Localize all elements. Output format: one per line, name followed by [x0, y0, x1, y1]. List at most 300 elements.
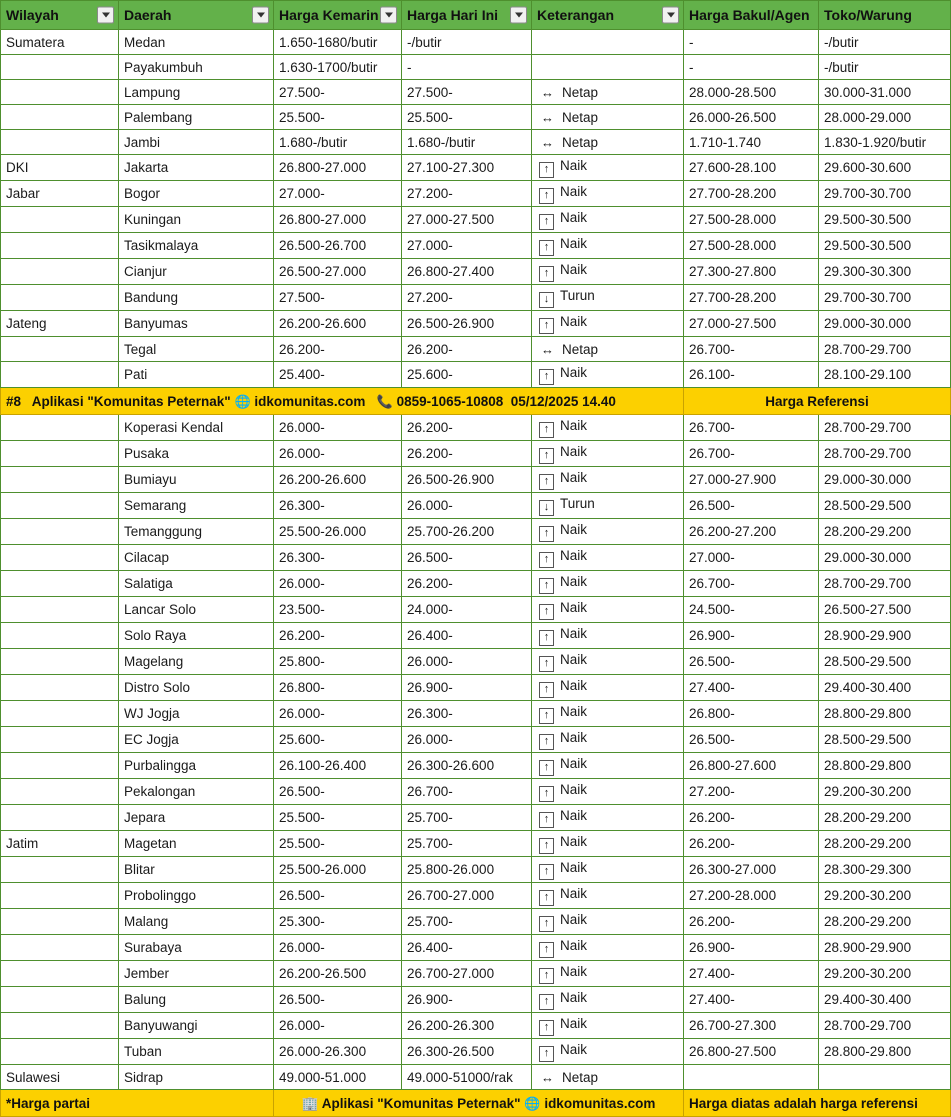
- table-row: [1, 1065, 951, 1090]
- cell-daerah: EC Jogja: [119, 727, 274, 753]
- keterangan-label: Naik: [560, 600, 588, 615]
- cell-harga-hari-ini: 27.000-: [402, 233, 532, 259]
- cell-daerah: Payakumbuh: [119, 55, 274, 80]
- footer-note: *Harga partai: [1, 1090, 274, 1117]
- cell-harga-hari-ini: 26.000-: [402, 727, 532, 753]
- cell-keterangan: [532, 130, 684, 155]
- cell-harga-bakul: 24.500-: [684, 597, 819, 623]
- timestamp: 05/12/2025 14.40: [510, 393, 616, 409]
- table-row: [1, 259, 951, 285]
- arrow-left-right-icon: ↔: [541, 84, 554, 100]
- arrow-up-icon: ↑: [539, 240, 554, 256]
- table-row: [1, 441, 951, 467]
- arrow-up-icon: ↑: [539, 916, 554, 932]
- cell-harga-hari-ini: 25.800-26.000: [402, 857, 532, 883]
- cell-harga-bakul: 27.200-: [684, 779, 819, 805]
- cell-wilayah: [1, 727, 119, 753]
- cell-harga-hari-ini: 26.500-26.900: [402, 311, 532, 337]
- cell-toko-warung: 29.200-30.200: [819, 961, 951, 987]
- cell-harga-bakul: 26.800-27.500: [684, 1039, 819, 1065]
- cell-harga-hari-ini: 26.300-: [402, 701, 532, 727]
- cell-toko-warung: 28.800-29.800: [819, 1039, 951, 1065]
- cell-toko-warung: 29.000-30.000: [819, 311, 951, 337]
- footer-row: [1, 1090, 951, 1117]
- cell-daerah: Temanggung: [119, 519, 274, 545]
- cell-daerah: Tuban: [119, 1039, 274, 1065]
- cell-wilayah: DKI: [1, 155, 119, 181]
- website-link[interactable]: idkomunitas.com: [254, 393, 366, 409]
- cell-harga-hari-ini: 26.200-26.300: [402, 1013, 532, 1039]
- cell-harga-kemarin: 27.500-: [274, 80, 402, 105]
- cell-wilayah: [1, 883, 119, 909]
- keterangan-label: Naik: [560, 886, 588, 901]
- cell-harga-hari-ini: 25.700-: [402, 909, 532, 935]
- table-row: [1, 987, 951, 1013]
- footer-reference-note: Harga diatas adalah harga referensi: [684, 1090, 951, 1117]
- table-header-row: [1, 1, 951, 30]
- cell-toko-warung: 28.500-29.500: [819, 649, 951, 675]
- cell-daerah: Salatiga: [119, 571, 274, 597]
- column-header-label: Wilayah: [6, 6, 59, 23]
- arrow-up-icon: ↑: [539, 656, 554, 672]
- cell-toko-warung: 28.800-29.800: [819, 753, 951, 779]
- cell-wilayah: [1, 753, 119, 779]
- cell-harga-bakul: 27.500-28.000: [684, 233, 819, 259]
- cell-wilayah: Sumatera: [1, 30, 119, 55]
- cell-daerah: Solo Raya: [119, 623, 274, 649]
- cell-keterangan: [532, 545, 684, 571]
- cell-harga-hari-ini: 26.300-26.600: [402, 753, 532, 779]
- cell-harga-hari-ini: 25.600-: [402, 362, 532, 388]
- cell-keterangan: [532, 1039, 684, 1065]
- cell-keterangan: [532, 55, 684, 80]
- cell-harga-bakul: 27.500-28.000: [684, 207, 819, 233]
- cell-toko-warung: 29.700-30.700: [819, 285, 951, 311]
- cell-daerah: Lampung: [119, 80, 274, 105]
- cell-daerah: Probolinggo: [119, 883, 274, 909]
- column-header-toko-warung[interactable]: [819, 1, 951, 30]
- phone-number: 0859-1065-10808: [396, 393, 504, 409]
- cell-keterangan: [532, 1065, 684, 1090]
- cell-wilayah: [1, 337, 119, 362]
- cell-daerah: Blitar: [119, 857, 274, 883]
- table-row: [1, 337, 951, 362]
- cell-daerah: Jambi: [119, 130, 274, 155]
- cell-toko-warung: 28.900-29.900: [819, 623, 951, 649]
- arrow-up-icon: ↑: [539, 1046, 554, 1062]
- table-row: [1, 155, 951, 181]
- cell-toko-warung: 29.000-30.000: [819, 545, 951, 571]
- cell-harga-bakul: 27.700-28.200: [684, 285, 819, 311]
- cell-harga-bakul: 26.200-: [684, 909, 819, 935]
- cell-harga-kemarin: 1.630-1700/butir: [274, 55, 402, 80]
- table-row: [1, 597, 951, 623]
- cell-daerah: Surabaya: [119, 935, 274, 961]
- cell-harga-kemarin: 49.000-51.000: [274, 1065, 402, 1090]
- table-row: [1, 1013, 951, 1039]
- arrow-left-right-icon: ↔: [541, 109, 554, 125]
- cell-harga-hari-ini: 25.700-26.200: [402, 519, 532, 545]
- arrow-up-icon: ↑: [539, 526, 554, 542]
- cell-wilayah: [1, 80, 119, 105]
- cell-harga-kemarin: 26.500-26.700: [274, 233, 402, 259]
- keterangan-label: Turun: [560, 496, 595, 511]
- arrow-up-icon: ↑: [539, 994, 554, 1010]
- cell-toko-warung: 28.700-29.700: [819, 415, 951, 441]
- arrow-down-icon: ↓: [539, 292, 554, 308]
- cell-keterangan: [532, 311, 684, 337]
- cell-harga-kemarin: 25.400-: [274, 362, 402, 388]
- keterangan-label: Naik: [560, 730, 588, 745]
- cell-daerah: WJ Jogja: [119, 701, 274, 727]
- cell-daerah: Bumiayu: [119, 467, 274, 493]
- cell-keterangan: [532, 883, 684, 909]
- keterangan-label: Netap: [562, 84, 599, 100]
- arrow-up-icon: ↑: [539, 942, 554, 958]
- cell-daerah: Banyuwangi: [119, 1013, 274, 1039]
- arrow-up-icon: ↑: [539, 369, 554, 385]
- cell-keterangan: [532, 1013, 684, 1039]
- cell-toko-warung: 28.700-29.700: [819, 337, 951, 362]
- table-row: [1, 55, 951, 80]
- column-header-harga-bakul-agen[interactable]: [684, 1, 819, 30]
- cell-harga-bakul: 27.700-28.200: [684, 181, 819, 207]
- cell-daerah: Sidrap: [119, 1065, 274, 1090]
- cell-harga-kemarin: 26.200-: [274, 623, 402, 649]
- arrow-up-icon: ↑: [539, 760, 554, 776]
- cell-keterangan: [532, 961, 684, 987]
- arrow-up-icon: ↑: [539, 786, 554, 802]
- cell-keterangan: [532, 467, 684, 493]
- cell-keterangan: [532, 233, 684, 259]
- table-row: [1, 831, 951, 857]
- cell-daerah: Jakarta: [119, 155, 274, 181]
- arrow-up-icon: ↑: [539, 266, 554, 282]
- filter-dropdown-icon[interactable]: [662, 7, 679, 24]
- table-body-top: [1, 30, 951, 388]
- cell-daerah: Magelang: [119, 649, 274, 675]
- cell-toko-warung: 28.200-29.200: [819, 805, 951, 831]
- arrow-up-icon: ↑: [539, 474, 554, 490]
- cell-wilayah: [1, 441, 119, 467]
- table-row: [1, 701, 951, 727]
- cell-harga-bakul: 26.000-26.500: [684, 105, 819, 130]
- keterangan-label: Naik: [560, 834, 588, 849]
- cell-keterangan: [532, 155, 684, 181]
- table-row: [1, 130, 951, 155]
- cell-wilayah: [1, 233, 119, 259]
- cell-harga-bakul: 26.500-: [684, 493, 819, 519]
- cell-daerah: Jember: [119, 961, 274, 987]
- footer-website-link[interactable]: idkomunitas.com: [544, 1095, 656, 1111]
- keterangan-label: Netap: [562, 1069, 599, 1085]
- cell-harga-kemarin: 26.000-: [274, 415, 402, 441]
- cell-harga-hari-ini: 26.500-26.900: [402, 467, 532, 493]
- cell-harga-kemarin: 26.200-26.600: [274, 311, 402, 337]
- filter-dropdown-icon[interactable]: [380, 7, 397, 24]
- cell-keterangan: [532, 415, 684, 441]
- cell-keterangan: [532, 909, 684, 935]
- cell-toko-warung: 29.300-30.300: [819, 259, 951, 285]
- table-row: [1, 571, 951, 597]
- keterangan-label: Naik: [560, 756, 588, 771]
- table-row: [1, 805, 951, 831]
- table-row: [1, 519, 951, 545]
- table-row: [1, 311, 951, 337]
- filter-dropdown-icon[interactable]: [97, 7, 114, 24]
- arrow-down-icon: ↓: [539, 500, 554, 516]
- cell-toko-warung: 28.200-29.200: [819, 831, 951, 857]
- cell-keterangan: [532, 259, 684, 285]
- cell-harga-kemarin: 26.000-26.300: [274, 1039, 402, 1065]
- cell-harga-hari-ini: 26.900-: [402, 675, 532, 701]
- cell-keterangan: [532, 623, 684, 649]
- keterangan-label: Naik: [560, 444, 588, 459]
- cell-harga-bakul: 26.500-: [684, 649, 819, 675]
- cell-wilayah: [1, 519, 119, 545]
- cell-harga-hari-ini: -: [402, 55, 532, 80]
- cell-harga-kemarin: 26.800-27.000: [274, 155, 402, 181]
- cell-harga-hari-ini: 1.680-/butir: [402, 130, 532, 155]
- cell-wilayah: [1, 285, 119, 311]
- table-row: [1, 675, 951, 701]
- cell-keterangan: [532, 597, 684, 623]
- keterangan-label: Naik: [560, 314, 588, 329]
- cell-harga-hari-ini: 26.700-27.000: [402, 883, 532, 909]
- cell-harga-hari-ini: 26.500-: [402, 545, 532, 571]
- cell-daerah: Cilacap: [119, 545, 274, 571]
- table-row: [1, 623, 951, 649]
- cell-daerah: Bandung: [119, 285, 274, 311]
- cell-harga-kemarin: 27.000-: [274, 181, 402, 207]
- keterangan-label: Naik: [560, 574, 588, 589]
- cell-harga-hari-ini: 27.000-27.500: [402, 207, 532, 233]
- cell-toko-warung: 29.200-30.200: [819, 883, 951, 909]
- table-row: [1, 493, 951, 519]
- filter-dropdown-icon[interactable]: [252, 7, 269, 24]
- rank-badge: #8: [6, 393, 22, 409]
- cell-daerah: Pekalongan: [119, 779, 274, 805]
- arrow-up-icon: ↑: [539, 1020, 554, 1036]
- keterangan-label: Naik: [560, 210, 588, 225]
- cell-harga-bakul: 27.400-: [684, 675, 819, 701]
- table-row: [1, 80, 951, 105]
- cell-keterangan: [532, 675, 684, 701]
- table-row: [1, 857, 951, 883]
- cell-harga-kemarin: 26.800-27.000: [274, 207, 402, 233]
- table-row: [1, 545, 951, 571]
- cell-wilayah: [1, 105, 119, 130]
- phone-icon: 📞: [376, 393, 393, 409]
- cell-harga-kemarin: 26.000-: [274, 441, 402, 467]
- cell-harga-kemarin: 25.800-: [274, 649, 402, 675]
- cell-toko-warung: 28.200-29.200: [819, 519, 951, 545]
- table-row: [1, 467, 951, 493]
- cell-harga-bakul: 27.400-: [684, 961, 819, 987]
- cell-toko-warung: 28.900-29.900: [819, 935, 951, 961]
- cell-harga-bakul: 26.700-27.300: [684, 1013, 819, 1039]
- cell-keterangan: [532, 30, 684, 55]
- cell-keterangan: [532, 779, 684, 805]
- keterangan-label: Naik: [560, 782, 588, 797]
- table-row: [1, 727, 951, 753]
- cell-keterangan: [532, 805, 684, 831]
- cell-harga-kemarin: 26.300-: [274, 545, 402, 571]
- cell-harga-hari-ini: 27.500-: [402, 80, 532, 105]
- cell-wilayah: [1, 909, 119, 935]
- cell-harga-bakul: 26.800-: [684, 701, 819, 727]
- cell-keterangan: [532, 857, 684, 883]
- cell-wilayah: Jabar: [1, 181, 119, 207]
- cell-harga-bakul: 26.100-: [684, 362, 819, 388]
- arrow-up-icon: ↑: [539, 890, 554, 906]
- arrow-up-icon: ↑: [539, 838, 554, 854]
- arrow-up-icon: ↑: [539, 708, 554, 724]
- footer-app-label: Aplikasi "Komunitas Peternak": [321, 1095, 521, 1111]
- keterangan-label: Netap: [562, 341, 599, 357]
- column-header-label: Toko/Warung: [824, 6, 912, 23]
- cell-daerah: Tasikmalaya: [119, 233, 274, 259]
- table-row: [1, 1039, 951, 1065]
- cell-harga-bakul: 27.000-27.900: [684, 467, 819, 493]
- cell-harga-bakul: -: [684, 55, 819, 80]
- cell-wilayah: Jateng: [1, 311, 119, 337]
- table-band: [1, 388, 951, 415]
- cell-harga-hari-ini: 25.700-: [402, 831, 532, 857]
- cell-wilayah: [1, 623, 119, 649]
- cell-wilayah: [1, 857, 119, 883]
- table-row: [1, 779, 951, 805]
- cell-wilayah: [1, 805, 119, 831]
- cell-harga-kemarin: 26.000-: [274, 571, 402, 597]
- cell-toko-warung: 29.700-30.700: [819, 181, 951, 207]
- cell-harga-bakul: 26.700-: [684, 441, 819, 467]
- cell-wilayah: [1, 207, 119, 233]
- cell-harga-kemarin: 26.000-: [274, 1013, 402, 1039]
- cell-harga-hari-ini: 26.900-: [402, 987, 532, 1013]
- cell-harga-kemarin: 1.650-1680/butir: [274, 30, 402, 55]
- cell-wilayah: [1, 675, 119, 701]
- cell-daerah: Magetan: [119, 831, 274, 857]
- cell-daerah: Pusaka: [119, 441, 274, 467]
- table-row: [1, 105, 951, 130]
- arrow-up-icon: ↑: [539, 422, 554, 438]
- cell-daerah: Purbalingga: [119, 753, 274, 779]
- table-row: [1, 233, 951, 259]
- cell-harga-hari-ini: 26.200-: [402, 415, 532, 441]
- cell-harga-kemarin: 25.500-: [274, 805, 402, 831]
- cell-toko-warung: 1.830-1.920/butir: [819, 130, 951, 155]
- cell-wilayah: [1, 987, 119, 1013]
- keterangan-label: Naik: [560, 236, 588, 251]
- cell-toko-warung: [819, 1065, 951, 1090]
- keterangan-label: Naik: [560, 1042, 588, 1057]
- keterangan-label: Turun: [560, 288, 595, 303]
- cell-daerah: Semarang: [119, 493, 274, 519]
- cell-wilayah: [1, 130, 119, 155]
- cell-harga-kemarin: 27.500-: [274, 285, 402, 311]
- cell-keterangan: [532, 519, 684, 545]
- cell-harga-bakul: [684, 1065, 819, 1090]
- keterangan-label: Naik: [560, 912, 588, 927]
- cell-harga-bakul: 26.800-27.600: [684, 753, 819, 779]
- cell-keterangan: [532, 337, 684, 362]
- cell-toko-warung: -/butir: [819, 30, 951, 55]
- cell-keterangan: [532, 987, 684, 1013]
- cell-daerah: Cianjur: [119, 259, 274, 285]
- cell-harga-kemarin: 26.500-: [274, 987, 402, 1013]
- cell-harga-kemarin: 26.500-: [274, 883, 402, 909]
- app-label: Aplikasi "Komunitas Peternak": [31, 393, 231, 409]
- cell-harga-bakul: 27.400-: [684, 987, 819, 1013]
- cell-wilayah: [1, 935, 119, 961]
- keterangan-label: Naik: [560, 808, 588, 823]
- column-header-label: Daerah: [124, 6, 172, 23]
- table-row: [1, 935, 951, 961]
- cell-harga-bakul: -: [684, 30, 819, 55]
- column-header-daerah[interactable]: [119, 1, 274, 30]
- cell-wilayah: [1, 545, 119, 571]
- cell-harga-kemarin: 25.500-: [274, 105, 402, 130]
- filter-dropdown-icon[interactable]: [510, 7, 527, 24]
- cell-keterangan: [532, 181, 684, 207]
- column-header-harga-hari-ini[interactable]: [402, 1, 532, 30]
- arrow-up-icon: ↑: [539, 812, 554, 828]
- cell-harga-hari-ini: 25.700-: [402, 805, 532, 831]
- cell-daerah: Tegal: [119, 337, 274, 362]
- table-row: [1, 207, 951, 233]
- keterangan-label: Naik: [560, 470, 588, 485]
- cell-harga-bakul: 26.700-: [684, 337, 819, 362]
- building-icon: 🏢: [301, 1095, 319, 1111]
- cell-toko-warung: 29.200-30.200: [819, 779, 951, 805]
- cell-harga-bakul: 26.700-: [684, 415, 819, 441]
- cell-toko-warung: 28.700-29.700: [819, 571, 951, 597]
- cell-harga-kemarin: 26.500-27.000: [274, 259, 402, 285]
- cell-wilayah: [1, 779, 119, 805]
- arrow-up-icon: ↑: [539, 630, 554, 646]
- cell-harga-kemarin: 25.500-26.000: [274, 519, 402, 545]
- column-header-wilayah[interactable]: [1, 1, 119, 30]
- cell-daerah: Distro Solo: [119, 675, 274, 701]
- keterangan-label: Naik: [560, 938, 588, 953]
- cell-keterangan: [532, 701, 684, 727]
- cell-toko-warung: 29.400-30.400: [819, 675, 951, 701]
- cell-keterangan: [532, 935, 684, 961]
- column-header-keterangan[interactable]: [532, 1, 684, 30]
- cell-wilayah: [1, 362, 119, 388]
- arrow-up-icon: ↑: [539, 578, 554, 594]
- cell-daerah: Koperasi Kendal: [119, 415, 274, 441]
- cell-wilayah: [1, 493, 119, 519]
- cell-wilayah: [1, 571, 119, 597]
- cell-harga-bakul: 26.300-27.000: [684, 857, 819, 883]
- cell-toko-warung: 28.500-29.500: [819, 727, 951, 753]
- cell-daerah: Kuningan: [119, 207, 274, 233]
- cell-harga-kemarin: 26.200-26.500: [274, 961, 402, 987]
- cell-harga-kemarin: 26.200-: [274, 337, 402, 362]
- cell-wilayah: Jatim: [1, 831, 119, 857]
- cell-harga-bakul: 1.710-1.740: [684, 130, 819, 155]
- column-header-harga-kemarin[interactable]: [274, 1, 402, 30]
- cell-harga-bakul: 26.500-: [684, 727, 819, 753]
- cell-harga-bakul: 27.000-27.500: [684, 311, 819, 337]
- keterangan-label: Naik: [560, 990, 588, 1005]
- cell-keterangan: [532, 285, 684, 311]
- footer-app-info: [274, 1090, 684, 1117]
- arrow-left-right-icon: ↔: [541, 134, 554, 150]
- keterangan-label: Naik: [560, 1016, 588, 1031]
